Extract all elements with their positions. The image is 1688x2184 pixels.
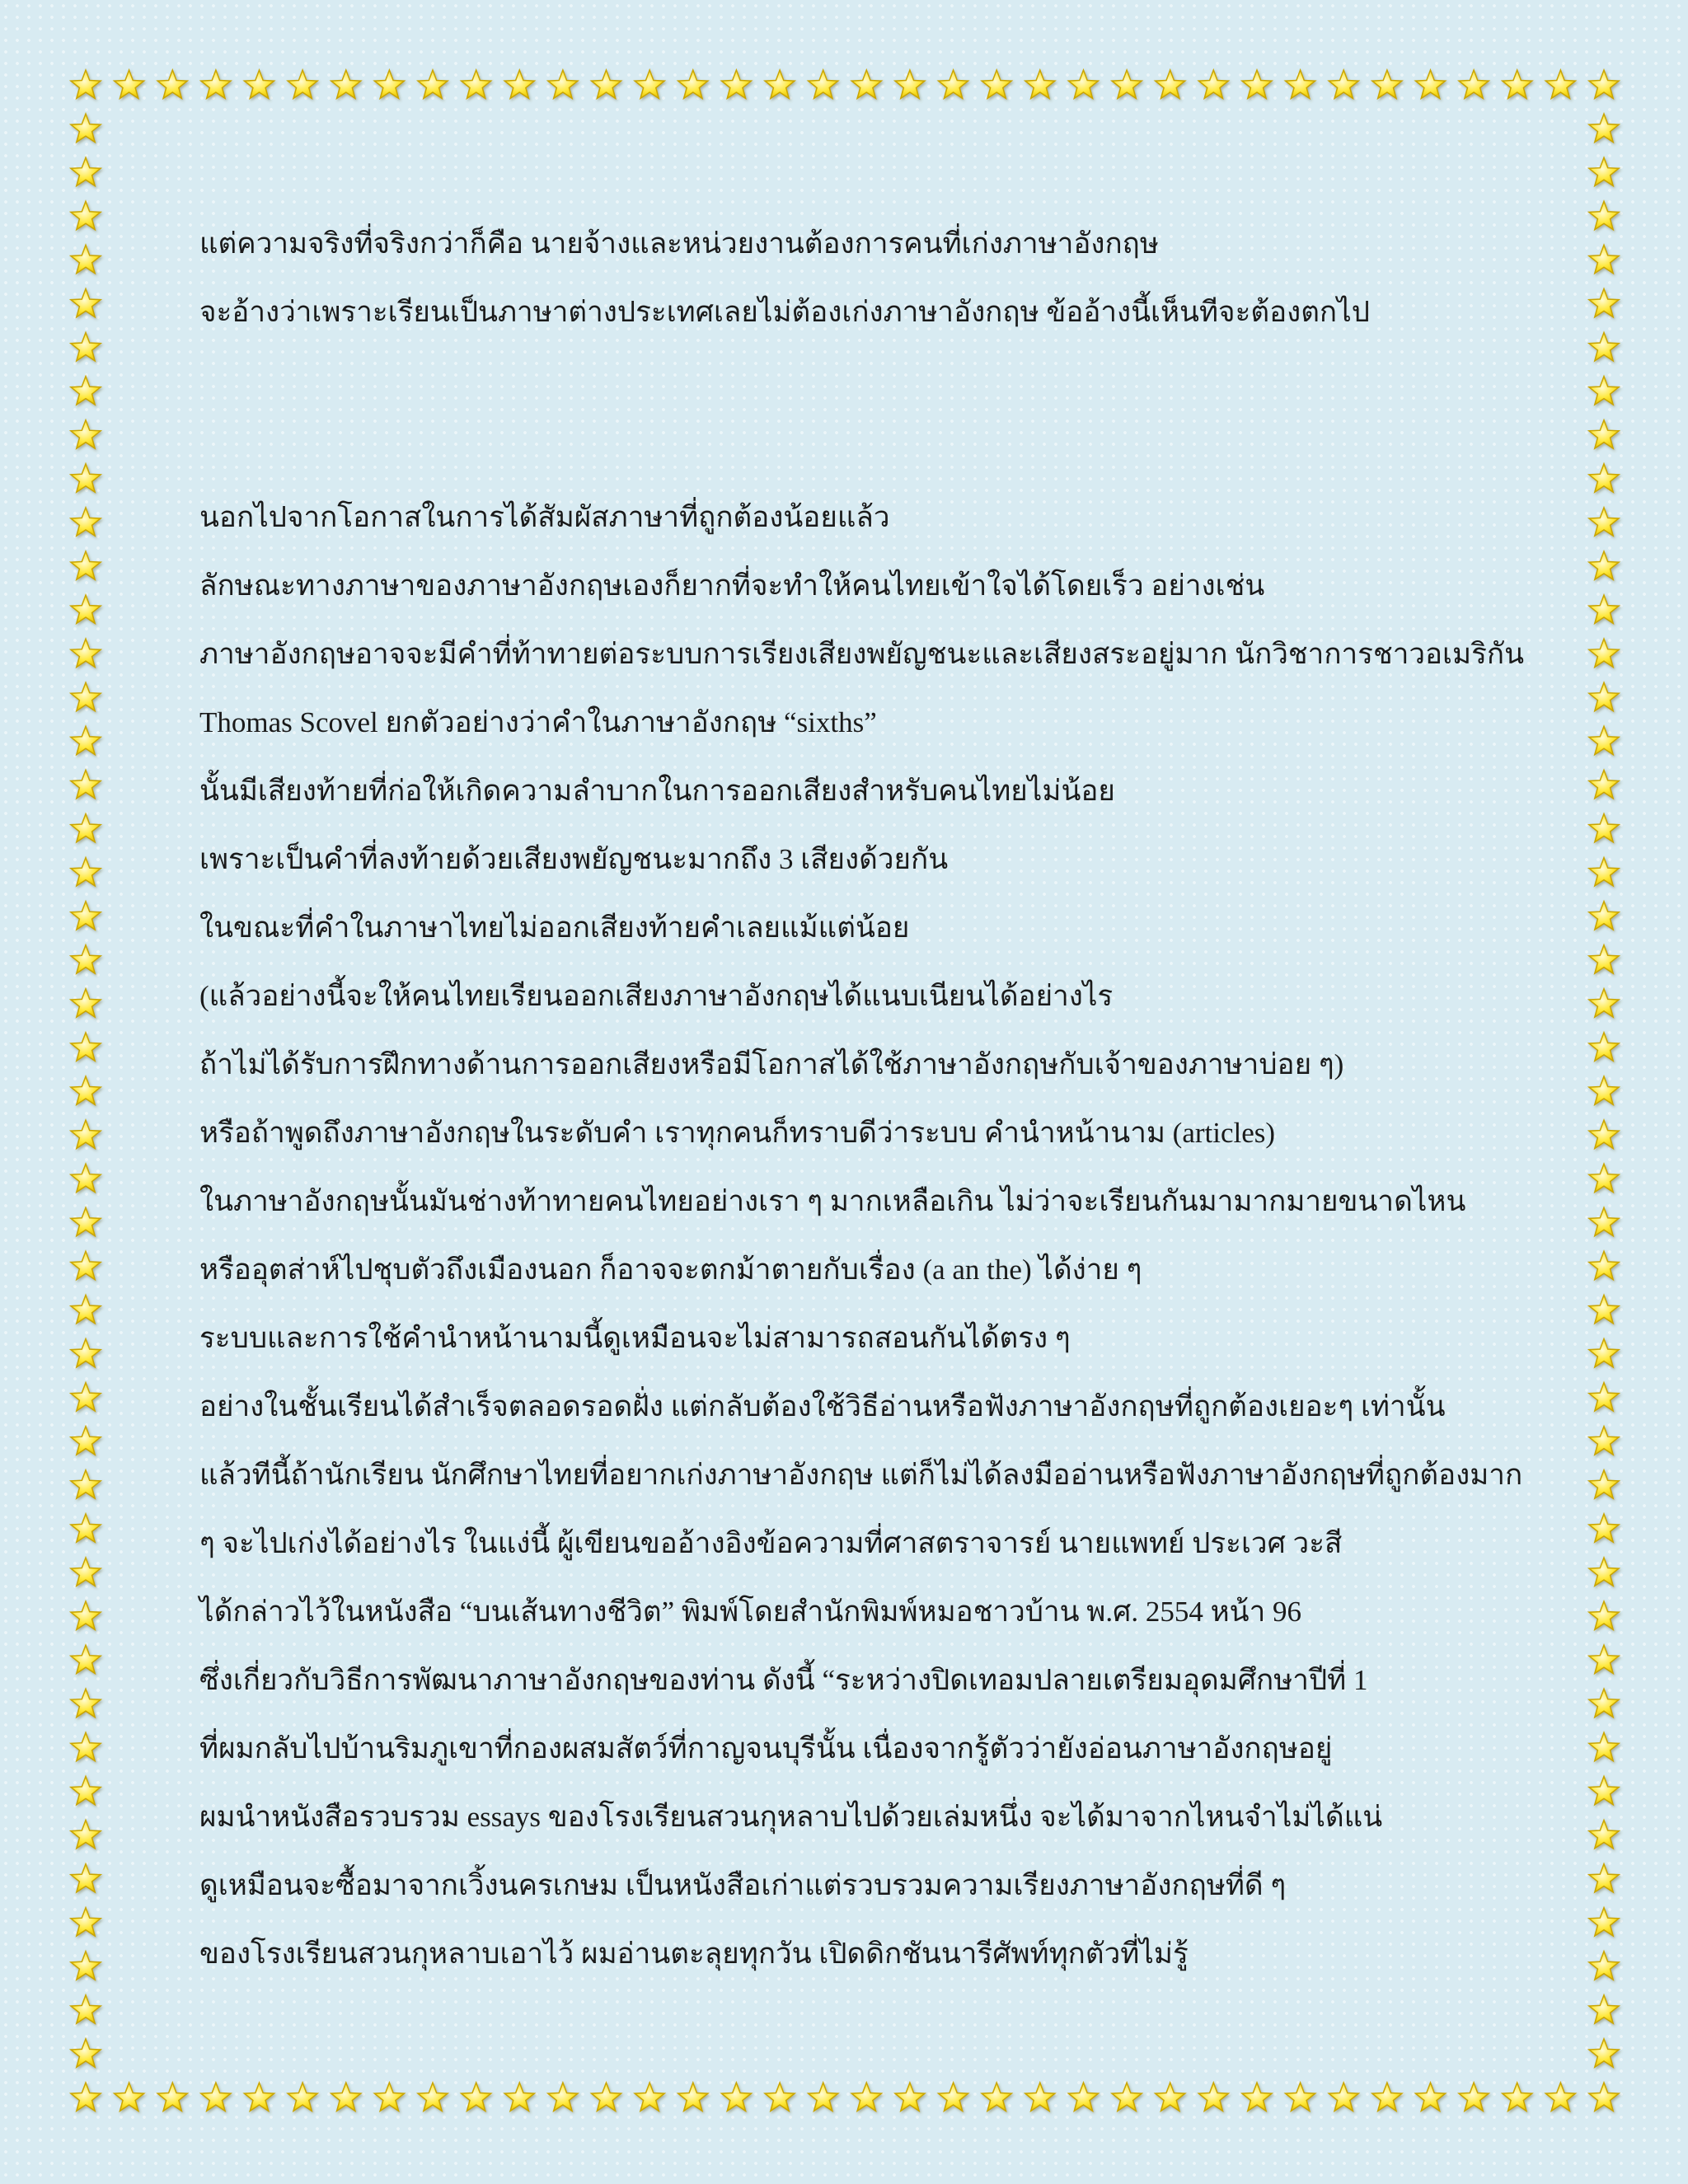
- star-icon: [71, 508, 101, 536]
- text-line: จะอ้างว่าเพราะเรียนเป็นภาษาต่างประเทศเลยไม่ต้องเก่งภาษาอังกฤษ ข้ออ้างนี้เห็นทีจะต้องตกไป: [199, 296, 1370, 328]
- star-icon: [939, 70, 968, 98]
- star-icon: [331, 70, 361, 98]
- star-icon: [1589, 989, 1619, 1017]
- star-icon: [1589, 420, 1619, 448]
- star-icon: [71, 245, 101, 273]
- star-icon: [374, 2083, 404, 2111]
- star-icon: [115, 2083, 144, 2111]
- star-icon: [548, 70, 578, 98]
- star-icon: [71, 858, 101, 886]
- star-icon: [71, 2083, 101, 2111]
- star-icon: [1459, 70, 1489, 98]
- star-icon: [71, 377, 101, 405]
- star-icon: [71, 595, 101, 623]
- star-icon: [809, 2083, 838, 2111]
- star-icon: [71, 1601, 101, 1629]
- star-icon: [1589, 1952, 1619, 1980]
- text-line: ผมนำหนังสือรวบรวม essays ของโรงเรียนสวนกุหลาบไปด้วยเล่มหนึ่ง จะได้มาจากไหนจำไม่ได้แน่: [199, 1801, 1383, 1833]
- star-icon: [809, 70, 838, 98]
- star-icon: [1589, 157, 1619, 185]
- star-icon: [1025, 2083, 1055, 2111]
- star-icon: [1112, 2083, 1142, 2111]
- star-icon: [71, 770, 101, 798]
- star-icon: [1068, 2083, 1098, 2111]
- text-line: แล้วทีนี้ถ้านักเรียน นักศึกษาไทยที่อยากเก่งภาษาอังกฤษ แต่ก็ไม่ได้ลงมืออ่านหรือฟังภาษาอังกฤษที่ถูกต้องมาก: [199, 1459, 1523, 1491]
- star-icon: [71, 726, 101, 754]
- star-icon: [1589, 377, 1619, 405]
- star-icon: [1242, 70, 1272, 98]
- star-icon: [71, 288, 101, 316]
- star-icon: [1589, 1251, 1619, 1279]
- star-icon: [418, 2083, 448, 2111]
- star-icon: [71, 814, 101, 842]
- star-icon: [1415, 70, 1445, 98]
- star-icon: [71, 1295, 101, 1323]
- star-icon: [1589, 639, 1619, 667]
- star-icon: [157, 70, 187, 98]
- star-icon: [71, 1076, 101, 1104]
- star-icon: [635, 70, 664, 98]
- star-icon: [288, 2083, 317, 2111]
- star-icon: [1112, 70, 1142, 98]
- star-icon: [1545, 2083, 1575, 2111]
- star-icon: [1589, 945, 1619, 973]
- star-icon: [1589, 1645, 1619, 1673]
- star-icon: [71, 114, 101, 142]
- star-icon: [504, 70, 534, 98]
- star-icon: [1503, 70, 1532, 98]
- star-icon: [71, 464, 101, 492]
- star-icon: [1589, 1470, 1619, 1498]
- star-icon: [1372, 70, 1402, 98]
- star-icon: [1589, 1821, 1619, 1849]
- star-icon: [851, 2083, 881, 2111]
- star-icon: [418, 70, 448, 98]
- star-icon: [71, 1732, 101, 1760]
- star-icon: [1589, 1995, 1619, 2023]
- text-line: (แล้วอย่างนี้จะให้คนไทยเรียนออกเสียงภาษาอังกฤษได้แนบเนียนได้อย่างไร: [199, 980, 1114, 1012]
- star-icon: [71, 639, 101, 667]
- star-icon: [1589, 464, 1619, 492]
- text-line: หรือถ้าพูดถึงภาษาอังกฤษในระดับคำ เราทุกคนก็ทราบดีว่าระบบ คำนำหน้านาม (articles): [199, 1117, 1276, 1149]
- text-line: ถ้าไม่ได้รับการฝึกทางด้านการออกเสียงหรือมีโอกาสได้ใช้ภาษาอังกฤษกับเจ้าของภาษาบ่อย ๆ): [199, 1048, 1344, 1080]
- star-icon: [1589, 1689, 1619, 1717]
- star-icon: [71, 1383, 101, 1411]
- star-icon: [851, 70, 881, 98]
- star-icon: [1068, 70, 1098, 98]
- text-line: Thomas Scovel ยกตัวอย่างว่าคำในภาษาอังกฤษ “sixths”: [199, 706, 877, 738]
- star-icon: [721, 2083, 751, 2111]
- text-line: ซึ่งเกี่ยวกับวิธีการพัฒนาภาษาอังกฤษของท่าน ดังนี้ “ระหว่างปิดเทอมปลายเตรียมอุดมศึกษาปีที่ 1: [199, 1664, 1368, 1696]
- star-icon: [71, 1995, 101, 2023]
- star-icon: [244, 2083, 274, 2111]
- star-icon: [1589, 1164, 1619, 1192]
- star-icon: [1286, 2083, 1315, 2111]
- star-icon: [71, 1952, 101, 1980]
- star-icon: [201, 70, 231, 98]
- star-icon: [1589, 1120, 1619, 1148]
- star-icon: [1589, 1383, 1619, 1411]
- star-icon: [1329, 70, 1358, 98]
- star-icon: [1589, 682, 1619, 710]
- star-icon: [71, 157, 101, 185]
- star-icon: [592, 70, 621, 98]
- text-line: ดูเหมือนจะซื้อมาจากเวิ้งนครเกษม เป็นหนังสือเก่าแต่รวบรวมความเรียงภาษาอังกฤษที่ดี ๆ: [199, 1869, 1287, 1901]
- star-icon: [1459, 2083, 1489, 2111]
- star-icon: [1589, 1207, 1619, 1235]
- star-icon: [1329, 2083, 1358, 2111]
- star-icon: [895, 2083, 925, 2111]
- star-icon: [288, 70, 317, 98]
- star-icon: [201, 2083, 231, 2111]
- star-icon: [678, 70, 708, 98]
- paragraph-gap: [199, 346, 1502, 483]
- star-icon: [71, 1514, 101, 1542]
- star-icon: [71, 1164, 101, 1192]
- star-icon: [71, 1251, 101, 1279]
- star-icon: [1589, 70, 1619, 98]
- star-icon: [678, 2083, 708, 2111]
- star-icon: [71, 1120, 101, 1148]
- star-icon: [1589, 2039, 1619, 2067]
- star-icon: [331, 2083, 361, 2111]
- star-icon: [71, 1776, 101, 1804]
- text-line: ภาษาอังกฤษอาจจะมีคำที่ท้าทายต่อระบบการเรียงเสียงพยัญชนะและเสียงสระอยู่มาก นักวิชาการชาวอเมริกัน: [199, 638, 1524, 670]
- star-icon: [1589, 1033, 1619, 1061]
- star-icon: [71, 1470, 101, 1498]
- text-line: นอกไปจากโอกาสในการได้สัมผัสภาษาที่ถูกต้องน้อยแล้ว: [199, 501, 890, 533]
- star-icon: [1503, 2083, 1532, 2111]
- star-icon: [765, 70, 795, 98]
- text-line: ลักษณะทางภาษาของภาษาอังกฤษเองก็ยากที่จะทำให้คนไทยเข้าใจได้โดยเร็ว อย่างเช่น: [199, 569, 1265, 602]
- star-icon: [1286, 70, 1315, 98]
- text-line: ในภาษาอังกฤษนั้นมันช่างท้าทายคนไทยอย่างเรา ๆ มากเหลือเกิน ไม่ว่าจะเรียนกันมามากมายขนาดไหน: [199, 1185, 1466, 1217]
- star-icon: [71, 420, 101, 448]
- text-line: ระบบและการใช้คำนำหน้านามนี้ดูเหมือนจะไม่สามารถสอนกันได้ตรง ๆ: [199, 1322, 1071, 1354]
- star-icon: [157, 2083, 187, 2111]
- star-icon: [71, 1645, 101, 1673]
- star-icon: [1025, 70, 1055, 98]
- star-icon: [71, 1427, 101, 1455]
- star-icon: [1589, 245, 1619, 273]
- star-icon: [71, 1558, 101, 1586]
- star-icon: [1589, 814, 1619, 842]
- text-line: ที่ผมกลับไปบ้านริมภูเขาที่กองผสมสัตว์ที่กาญจนบุรีนั้น เนื่องจากรู้ตัวว่ายังอ่อนภาษาอังกฤษอยู่: [199, 1732, 1333, 1765]
- star-icon: [71, 1864, 101, 1892]
- paragraph: [199, 209, 1502, 346]
- paragraph: [199, 483, 1524, 1988]
- star-icon: [71, 551, 101, 579]
- star-icon: [1589, 1558, 1619, 1586]
- text-line: หรืออุตส่าห์ไปชุบตัวถึงเมืองนอก ก็อาจจะตกม้าตายกับเรื่อง (a an the) ได้ง่าย ๆ: [199, 1254, 1142, 1286]
- star-icon: [1589, 288, 1619, 316]
- star-icon: [71, 1908, 101, 1936]
- star-icon: [1198, 2083, 1228, 2111]
- star-icon: [1589, 2083, 1619, 2111]
- star-icon: [895, 70, 925, 98]
- star-icon: [71, 989, 101, 1017]
- star-icon: [1545, 70, 1575, 98]
- star-icon: [1589, 1076, 1619, 1104]
- star-icon: [1589, 333, 1619, 361]
- text-line: ของโรงเรียนสวนกุหลาบเอาไว้ ผมอ่านตะลุยทุกวัน เปิดดิกชันนารีศัพท์ทุกตัวที่ไม่รู้: [199, 1938, 1189, 1970]
- text-line: แต่ความจริงที่จริงกว่าก็คือ นายจ้างและหน่วยงานต้องการคนที่เก่งภาษาอังกฤษ: [199, 227, 1159, 260]
- star-icon: [1372, 2083, 1402, 2111]
- text-line: ได้กล่าวไว้ในหนังสือ “บนเส้นทางชีวิต” พิมพ์โดยสำนักพิมพ์หมอชาวบ้าน พ.ศ. 2554 หน้า 96: [199, 1596, 1301, 1628]
- star-icon: [1589, 1776, 1619, 1804]
- star-icon: [1589, 1864, 1619, 1892]
- text-line: ๆ จะไปเก่งได้อย่างไร ในแง่นี้ ผู้เขียนขออ้างอิงข้อความที่ศาสตราจารย์ นายแพทย์ ประเวศ วะสี: [199, 1527, 1343, 1559]
- star-icon: [71, 902, 101, 930]
- star-icon: [1589, 201, 1619, 229]
- star-icon: [71, 682, 101, 710]
- star-icon: [71, 1033, 101, 1061]
- star-icon: [71, 1207, 101, 1235]
- star-icon: [71, 945, 101, 973]
- star-icon: [592, 2083, 621, 2111]
- star-icon: [71, 1821, 101, 1849]
- star-icon: [1589, 551, 1619, 579]
- star-icon: [1589, 1427, 1619, 1455]
- star-icon: [982, 2083, 1011, 2111]
- star-icon: [1589, 1908, 1619, 1936]
- star-icon: [462, 2083, 491, 2111]
- star-icon: [939, 2083, 968, 2111]
- star-icon: [1589, 114, 1619, 142]
- star-icon: [71, 70, 101, 98]
- star-icon: [1589, 1601, 1619, 1629]
- star-icon: [1589, 1514, 1619, 1542]
- star-icon: [71, 2039, 101, 2067]
- text-line: นั้นมีเสียงท้ายที่ก่อให้เกิดความลำบากในการออกเสียงสำหรับคนไทยไม่น้อย: [199, 775, 1115, 807]
- document-body: [199, 209, 1524, 1988]
- star-icon: [374, 70, 404, 98]
- star-icon: [244, 70, 274, 98]
- star-icon: [1242, 2083, 1272, 2111]
- star-icon: [71, 1339, 101, 1367]
- star-icon: [1156, 70, 1185, 98]
- star-icon: [635, 2083, 664, 2111]
- star-icon: [1156, 2083, 1185, 2111]
- text-line: ในขณะที่คำในภาษาไทยไม่ออกเสียงท้ายคำเลยแม้แต่น้อย: [199, 912, 910, 944]
- star-icon: [765, 2083, 795, 2111]
- star-icon: [1589, 902, 1619, 930]
- star-icon: [1589, 858, 1619, 886]
- star-icon: [982, 70, 1011, 98]
- star-icon: [71, 201, 101, 229]
- star-icon: [1198, 70, 1228, 98]
- star-icon: [71, 1689, 101, 1717]
- star-icon: [504, 2083, 534, 2111]
- star-icon: [71, 333, 101, 361]
- star-icon: [1589, 770, 1619, 798]
- star-icon: [1415, 2083, 1445, 2111]
- star-icon: [548, 2083, 578, 2111]
- text-line: เพราะเป็นคำที่ลงท้ายด้วยเสียงพยัญชนะมากถึง 3 เสียงด้วยกัน: [199, 843, 949, 875]
- text-line: อย่างในชั้นเรียนได้สำเร็จตลอดรอดฝั่ง แต่กลับต้องใช้วิธีอ่านหรือฟังภาษาอังกฤษที่ถูกต้องเยอะๆ เท่านั้น: [199, 1390, 1446, 1422]
- star-icon: [1589, 508, 1619, 536]
- star-icon: [1589, 1295, 1619, 1323]
- star-icon: [1589, 726, 1619, 754]
- star-icon: [721, 70, 751, 98]
- star-icon: [1589, 1339, 1619, 1367]
- star-icon: [115, 70, 144, 98]
- star-icon: [462, 70, 491, 98]
- star-icon: [1589, 595, 1619, 623]
- star-icon: [1589, 1732, 1619, 1760]
